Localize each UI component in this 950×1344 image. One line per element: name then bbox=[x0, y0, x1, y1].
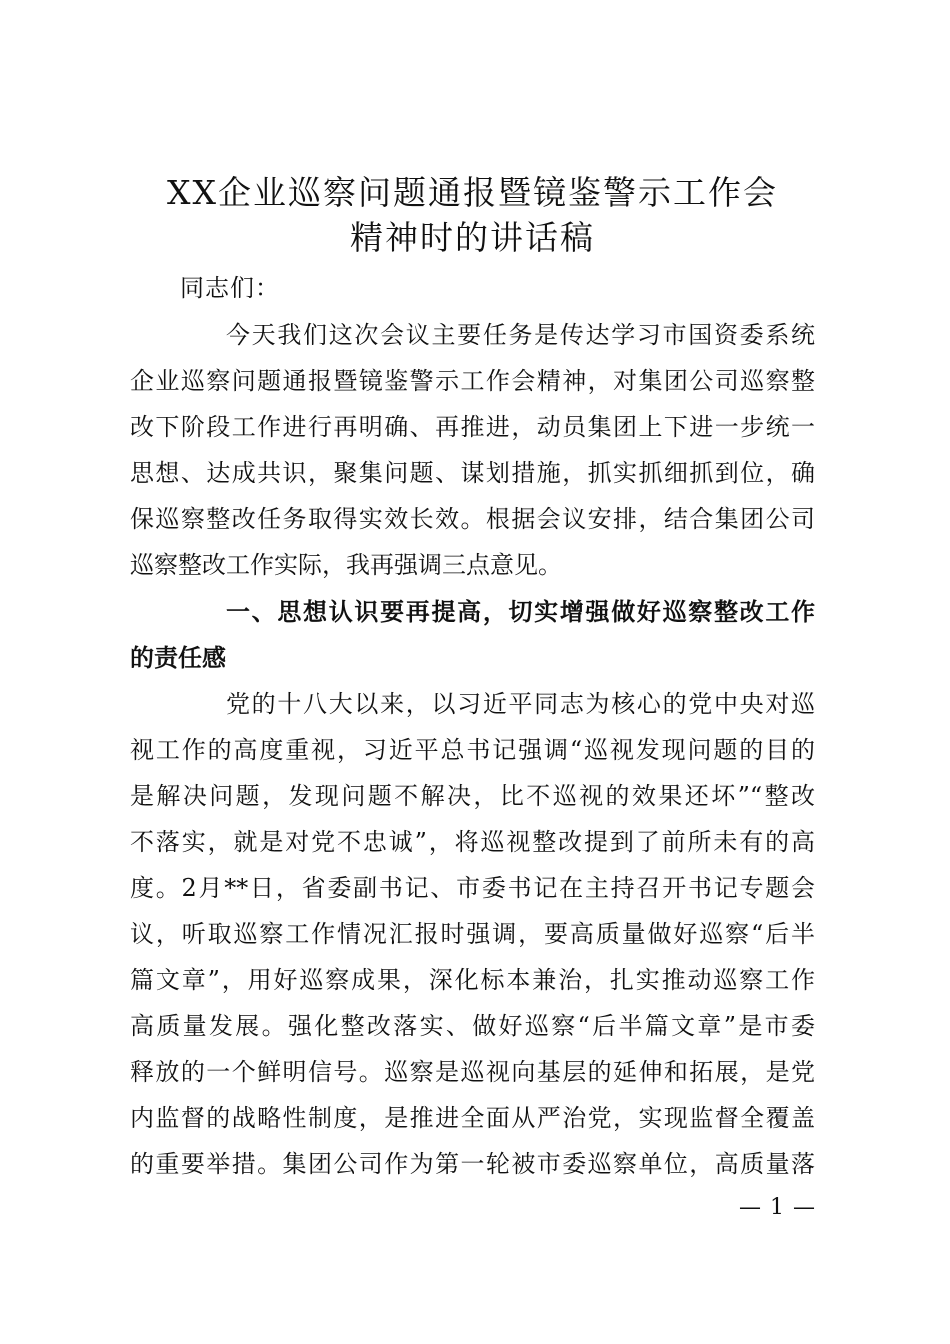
page-number: — 1 — bbox=[739, 1195, 816, 1220]
paragraph-line: 巡察整改工作实际，我再强调三点意见。 bbox=[130, 551, 562, 579]
paragraph-1 bbox=[130, 312, 815, 588]
paragraph-line: 释放的一个鲜明信号。巡察是巡视向基层的延伸和拓展，是党 bbox=[130, 1058, 815, 1086]
heading-line: 一、思想认识要再提高，切实增强做好巡察整改工作 bbox=[226, 598, 815, 626]
paragraph-line: 思想、达成共识，聚集问题、谋划措施，抓实抓细抓到位，确 bbox=[130, 459, 815, 487]
salutation: 同志们： bbox=[180, 274, 280, 302]
paragraph-line: 改下阶段工作进行再明确、再推进，动员集团上下进一步统一 bbox=[130, 413, 815, 441]
document-title-line-2: 精神时的讲话稿 bbox=[350, 218, 595, 257]
paragraph-line: 是解决问题，发现问题不解决，比不巡视的效果还坏”“整改 bbox=[130, 782, 815, 810]
paragraph-line: 视工作的高度重视，习近平总书记强调“巡视发现问题的目的 bbox=[130, 736, 815, 764]
document-title-line-1: XX企业巡察问题通报暨镜鉴警示工作会 bbox=[167, 173, 778, 212]
paragraph-line: 议，听取巡察工作情况汇报时强调，要高质量做好巡察“后半 bbox=[130, 920, 815, 948]
paragraph-line: 不落实，就是对党不忠诚”，将巡视整改提到了前所未有的高 bbox=[130, 828, 815, 856]
paragraph-line: 保巡察整改任务取得实效长效。根据会议安排，结合集团公司 bbox=[130, 505, 815, 533]
paragraph-line: 高质量发展。强化整改落实、做好巡察“后半篇文章”是市委 bbox=[130, 1012, 815, 1040]
paragraph-line: 篇文章”，用好巡察成果，深化标本兼治，扎实推动巡察工作 bbox=[130, 966, 815, 994]
section-heading-1 bbox=[130, 589, 815, 681]
heading-line: 的责任感 bbox=[130, 644, 226, 672]
paragraph-line: 今天我们这次会议主要任务是传达学习市国资委系统 bbox=[226, 321, 815, 349]
paragraph-line: 的重要举措。集团公司作为第一轮被市委巡察单位，高质量落 bbox=[130, 1150, 815, 1178]
paragraph-line: 企业巡察问题通报暨镜鉴警示工作会精神，对集团公司巡察整 bbox=[130, 367, 815, 395]
paragraph-line: 党的十八大以来，以习近平同志为核心的党中央对巡 bbox=[226, 690, 815, 718]
paragraph-2 bbox=[130, 681, 815, 1187]
paragraph-line: 内监督的战略性制度，是推进全面从严治党，实现监督全覆盖 bbox=[130, 1104, 815, 1132]
paragraph-line: 度。2月**日，省委副书记、市委书记在主持召开书记专题会 bbox=[130, 874, 815, 902]
